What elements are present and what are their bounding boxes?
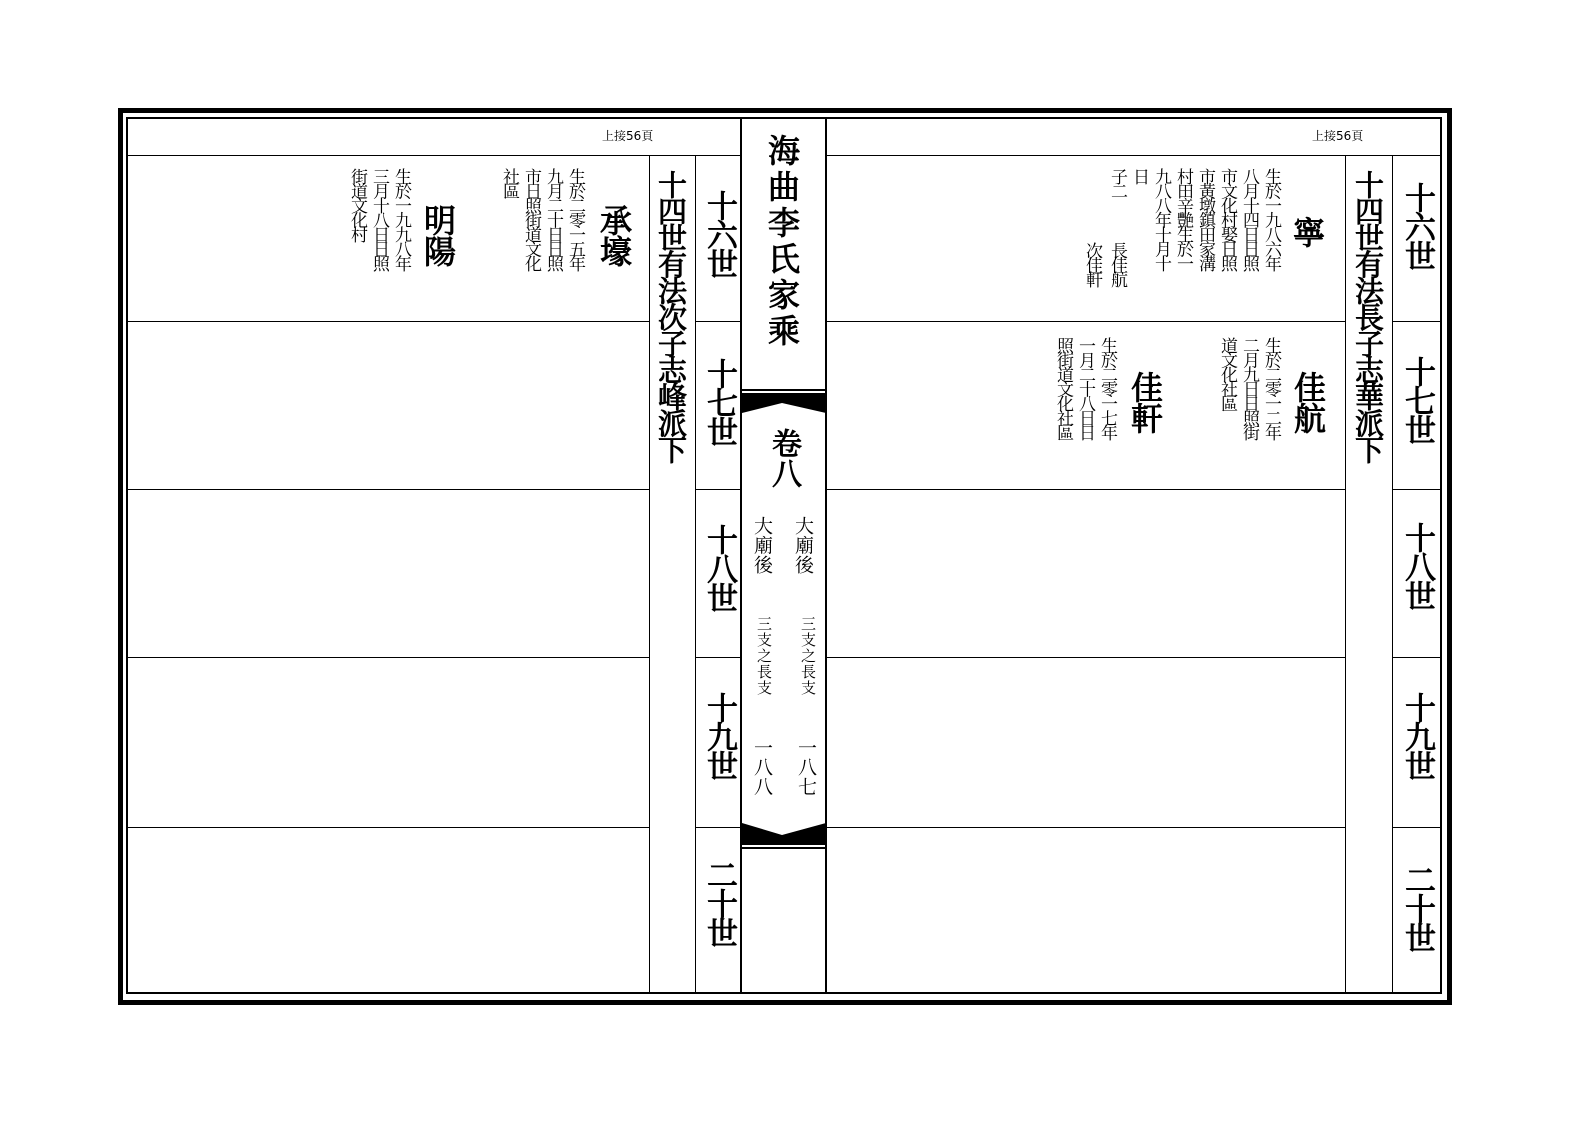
- person-bio-line: 道文化社區: [1217, 337, 1237, 410]
- person-bio-line: 生於二零一七年: [1097, 337, 1117, 439]
- spine-left-border: [740, 118, 742, 994]
- person-name: 承壕: [595, 204, 633, 266]
- spine-branch-right: 三支之長支: [799, 616, 817, 696]
- person-bio-line: 九八八年十月十: [1151, 168, 1171, 270]
- book-title: 海曲李氏家乘: [763, 134, 801, 350]
- left-row-line: [127, 657, 649, 658]
- spine-rule: [742, 847, 825, 849]
- person-bio-line: 市文化村娶日照: [1217, 168, 1237, 270]
- left-gen-row-line: [695, 321, 740, 322]
- spine-rule: [742, 389, 825, 391]
- left-branch-title: 十四世有法次子志峰派下: [654, 170, 688, 462]
- right-gen-label: 十六世: [1399, 182, 1435, 269]
- person-bio-line: 三月十八日日照: [369, 168, 389, 270]
- right-row-line: [826, 321, 1345, 322]
- person-bio-line: 八月十四日日照: [1239, 168, 1259, 270]
- person-name: 寧: [1288, 216, 1326, 247]
- person-bio-line: 九月二十日日照: [543, 168, 563, 270]
- right-page-note: 上接56頁: [1312, 129, 1364, 143]
- spine-branch-left: 三支之長支: [755, 616, 773, 696]
- right-row-line: [826, 827, 1345, 828]
- spine-page-right: 一八七: [795, 738, 817, 797]
- left-gen-row-line: [695, 489, 740, 490]
- person-bio-line: 村田辛艷生於一: [1173, 168, 1193, 270]
- person-bio-line: 照街道文化社區: [1053, 337, 1073, 439]
- left-row-line: [127, 321, 649, 322]
- left-page-note: 上接56頁: [602, 129, 654, 143]
- person-name: 佳軒: [1126, 371, 1164, 433]
- right-gen-label: 二十世: [1399, 864, 1435, 951]
- right-gen-row-line: [1392, 657, 1441, 658]
- right-gen-label: 十九世: [1399, 692, 1435, 779]
- left-row-line: [127, 827, 649, 828]
- left-row-line: [127, 489, 649, 490]
- spine-right-border: [825, 118, 827, 994]
- right-header-line: [826, 155, 1441, 156]
- left-branch-col-line: [649, 155, 650, 994]
- left-gen-label: 二十世: [701, 859, 737, 946]
- son-entry: 長佳航: [1107, 242, 1127, 286]
- left-gen-label: 十九世: [701, 692, 737, 779]
- right-gen-row-line: [1392, 321, 1441, 322]
- right-row-line: [826, 657, 1345, 658]
- son-entry: 次佳軒: [1082, 242, 1102, 286]
- person-bio-line: 生於一九九八年: [391, 168, 411, 270]
- left-gen-row-line: [695, 827, 740, 828]
- left-gen-label: 十七世: [701, 358, 737, 445]
- right-gen-col-line: [1392, 155, 1393, 994]
- spine-place-left: 大廟後: [751, 516, 773, 575]
- right-gen-row-line: [1392, 489, 1441, 490]
- right-branch-title: 十四世有法長子志華派下: [1351, 170, 1385, 462]
- left-gen-row-line: [695, 657, 740, 658]
- left-gen-label: 十八世: [701, 524, 737, 611]
- person-bio-line: 市日照街道文化: [521, 168, 541, 270]
- spine-page-left: 一八八: [751, 738, 773, 797]
- person-bio-line: 二月九日日照街: [1239, 337, 1259, 439]
- person-bio-line: 街道文化村: [347, 168, 367, 241]
- person-name: 佳航: [1289, 371, 1327, 433]
- person-bio-line: 生於二零一五年: [565, 168, 585, 270]
- person-bio-line: 生於一九八六年: [1261, 168, 1281, 270]
- right-row-line: [826, 489, 1345, 490]
- person-bio-line: 日: [1129, 168, 1149, 183]
- person-bio-line: 社區: [499, 168, 519, 197]
- spine-fishtail-top: [742, 393, 826, 419]
- person-bio-line: 市黃墩鎮田家溝: [1195, 168, 1215, 270]
- person-name: 明陽: [419, 204, 457, 266]
- volume-label: 卷八: [766, 428, 801, 488]
- spine-place-right: 大廟後: [792, 516, 814, 575]
- right-branch-col-line: [1345, 155, 1346, 994]
- left-gen-col-line: [695, 155, 696, 994]
- right-gen-label: 十八世: [1399, 522, 1435, 609]
- person-bio-line: 生於二零一二年: [1261, 337, 1281, 439]
- person-bio-line: 一月二十八日日: [1075, 337, 1095, 439]
- person-bio-line: 子二: [1107, 168, 1127, 197]
- right-gen-label: 十七世: [1399, 356, 1435, 443]
- right-gen-row-line: [1392, 827, 1441, 828]
- left-gen-label: 十六世: [701, 190, 737, 277]
